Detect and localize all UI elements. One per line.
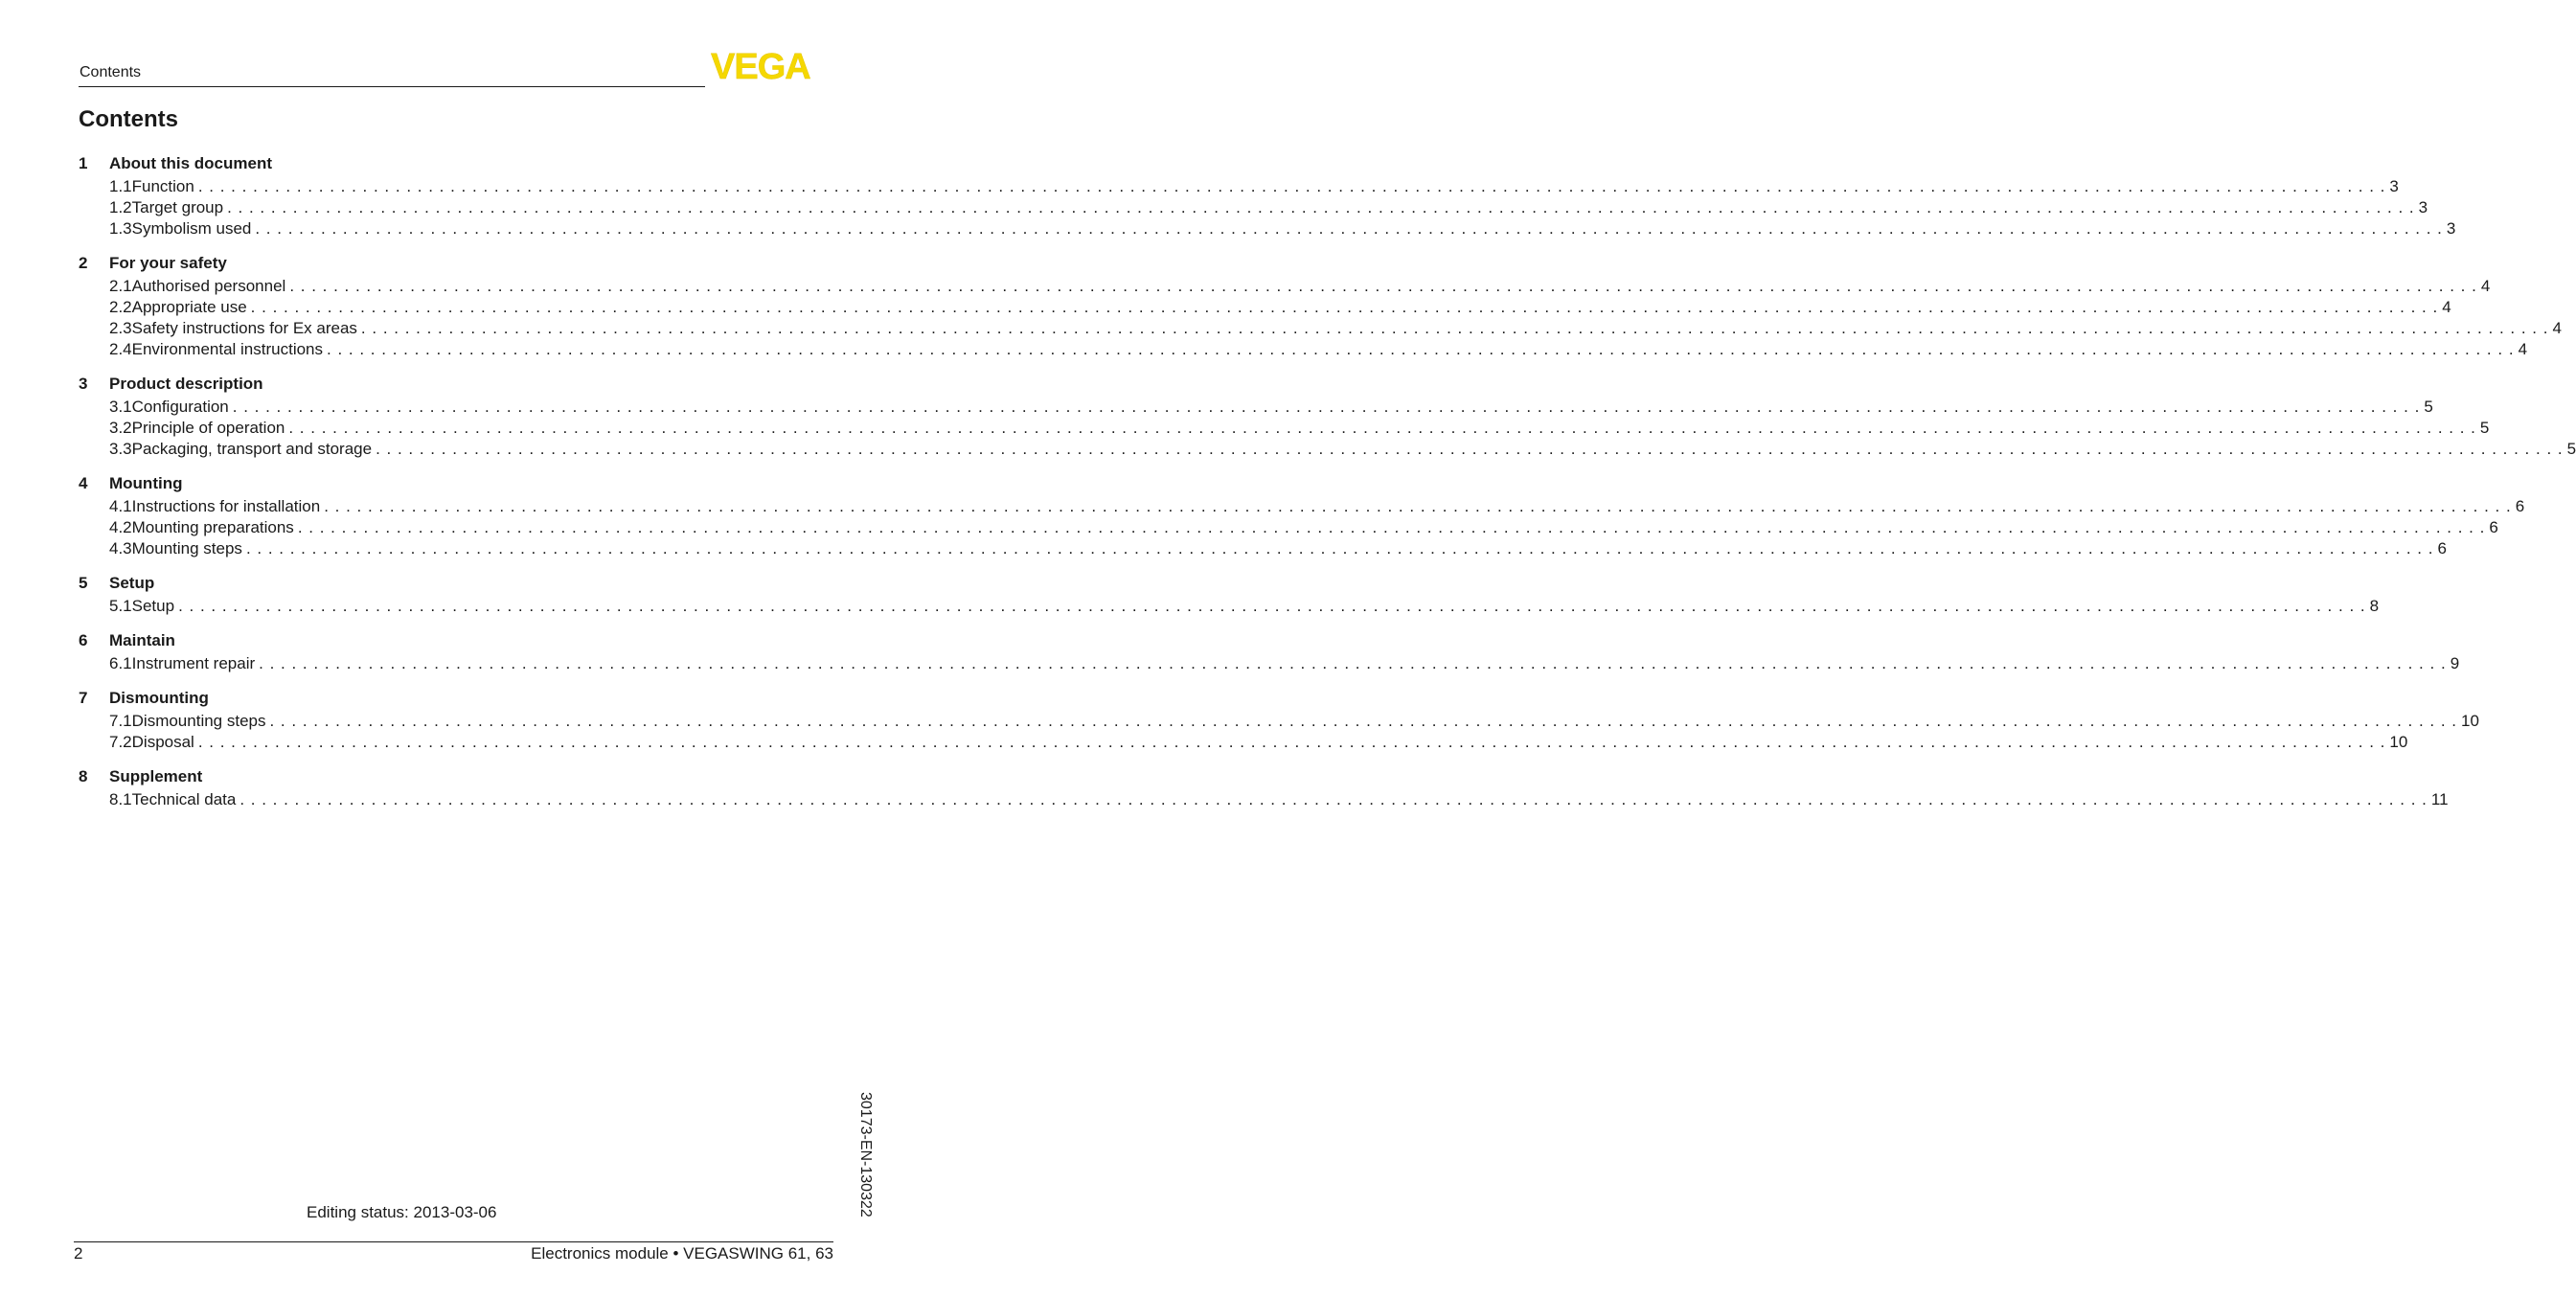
toc-section-heading[interactable] [79, 151, 837, 176]
toc-entry-page: 3 [2389, 177, 2399, 195]
toc-section [79, 372, 2576, 460]
footer-document-title: Electronics module • VEGASWING 61, 63 [531, 1244, 833, 1263]
toc-entry[interactable] [79, 276, 2491, 297]
toc-entry-page: 5 [2479, 419, 2490, 437]
toc-section-heading[interactable] [79, 251, 837, 276]
toc-entry-number: 3.2 [109, 419, 132, 437]
toc-section [79, 251, 2562, 360]
toc-leader-dots: . . . . . . . . . . . . . . . . . . . . . . . . . . . . . . . . . . . . . . . . . . . . . . . . . . . . . . . . . . . . . . . . . . . . . . . . . . . . . . . . . . . . . . . . . . . . . . . . . . . . . . . . . . . . . . . . . . . . . . . . . . . . . . . . . . . . . . . . . . . . . . . . . . . . . . . . . . . . . . . . . . . . . . . . . . . . . . . . . . . . . . . . . . . . . . . . . . . . . . . . [255, 219, 2443, 238]
toc-entry-number: 4.3 [109, 539, 132, 557]
toc-entry[interactable] [79, 297, 2451, 318]
toc-entry-title: Authorised personnel [131, 277, 286, 295]
toc-section [79, 686, 2479, 753]
toc-leader-dots: . . . . . . . . . . . . . . . . . . . . . . . . . . . . . . . . . . . . . . . . . . . . . . . . . . . . . . . . . . . . . . . . . . . . . . . . . . . . . . . . . . . . . . . . . . . . . . . . . . . . . . . . . . . . . . . . . . . . . . . . . . . . . . . . . . . . . . . . . . . . . . . . . . . . . . . . . . . . . . . . . . . . . . . . . . . . . . . . . . . . . . . . . . . . . . . . . . . . . . . . [327, 340, 2515, 358]
footer-page-number: 2 [74, 1244, 83, 1263]
toc-entry-number: 2.1 [109, 277, 132, 295]
toc-entry[interactable] [79, 197, 2428, 218]
toc-entry-number: 3.3 [109, 440, 132, 458]
toc-entry-title: Disposal [131, 733, 194, 751]
toc-leader-dots: . . . . . . . . . . . . . . . . . . . . . . . . . . . . . . . . . . . . . . . . . . . . . . . . . . . . . . . . . . . . . . . . . . . . . . . . . . . . . . . . . . . . . . . . . . . . . . . . . . . . . . . . . . . . . . . . . . . . . . . . . . . . . . . . . . . . . . . . . . . . . . . . . . . . . . . . . . . . . . . . . . . . . . . . . . . . . . . . . . . . . . . . . . . . . . . . . . . . . . . . [197, 733, 2386, 751]
toc-section-number: 8 [79, 767, 88, 785]
toc-entry-page: 6 [2437, 539, 2447, 557]
toc-entry-title: Principle of operation [131, 419, 285, 437]
table-of-contents [79, 151, 2576, 822]
toc-entry-number: 2.3 [109, 319, 132, 337]
toc-entry-number: 6.1 [109, 654, 132, 672]
toc-section-number: 2 [79, 254, 88, 272]
toc-entry-page: 8 [2369, 597, 2380, 615]
toc-leader-dots: . . . . . . . . . . . . . . . . . . . . . . . . . . . . . . . . . . . . . . . . . . . . . . . . . . . . . . . . . . . . . . . . . . . . . . . . . . . . . . . . . . . . . . . . . . . . . . . . . . . . . . . . . . . . . . . . . . . . . . . . . . . . . . . . . . . . . . . . . . . . . . . . . . . . . . . . . . . . . . . . . . . . . . . . . . . . . . . . . . . . . . . . . . . . . . . . . . . . . . . . [269, 712, 2458, 730]
toc-entry-number: 8.1 [109, 790, 132, 808]
toc-entry-title: Instrument repair [131, 654, 256, 672]
toc-section [79, 764, 2449, 810]
toc-entry-number: 1.2 [109, 198, 132, 216]
toc-entry-title: Configuration [131, 398, 229, 416]
toc-entry-title: Setup [131, 597, 175, 615]
toc-section-title: Mounting [109, 474, 183, 492]
toc-leader-dots: . . . . . . . . . . . . . . . . . . . . . . . . . . . . . . . . . . . . . . . . . . . . . . . . . . . . . . . . . . . . . . . . . . . . . . . . . . . . . . . . . . . . . . . . . . . . . . . . . . . . . . . . . . . . . . . . . . . . . . . . . . . . . . . . . . . . . . . . . . . . . . . . . . . . . . . . . . . . . . . . . . . . . . . . . . . . . . . . . . . . . . . . . . . . . . . . . . . . . . . . [232, 398, 2421, 416]
toc-entry-title: Technical data [131, 790, 237, 808]
toc-section [79, 471, 2525, 559]
toc-entry[interactable] [79, 538, 2447, 559]
toc-entry-page: 10 [2461, 712, 2479, 730]
toc-section-title: About this document [109, 154, 272, 172]
toc-section-heading[interactable] [79, 764, 837, 789]
toc-leader-dots: . . . . . . . . . . . . . . . . . . . . . . . . . . . . . . . . . . . . . . . . . . . . . . . . . . . . . . . . . . . . . . . . . . . . . . . . . . . . . . . . . . . . . . . . . . . . . . . . . . . . . . . . . . . . . . . . . . . . . . . . . . . . . . . . . . . . . . . . . . . . . . . . . . . . . . . . . . . . . . . . . . . . . . . . . . . . . . . . . . . . . . . . . . . . . . . . . . . . . . . . [250, 298, 2439, 316]
logo-text: VEGA [711, 47, 810, 87]
vega-logo [711, 47, 835, 87]
header-label: Contents [80, 64, 142, 80]
toc-entry-page: 9 [2450, 654, 2460, 672]
toc-entry-page: 6 [2489, 518, 2498, 536]
toc-section-title: Product description [109, 375, 263, 393]
toc-entry-number: 1.3 [109, 219, 132, 238]
toc-entry[interactable] [79, 653, 2460, 674]
toc-leader-dots: . . . . . . . . . . . . . . . . . . . . . . . . . . . . . . . . . . . . . . . . . . . . . . . . . . . . . . . . . . . . . . . . . . . . . . . . . . . . . . . . . . . . . . . . . . . . . . . . . . . . . . . . . . . . . . . . . . . . . . . . . . . . . . . . . . . . . . . . . . . . . . . . . . . . . . . . . . . . . . . . . . . . . . . . . . . . . . . . . . . . . . . . . . . . . . . . . . . . . . . . [324, 497, 2512, 515]
toc-section-number: 6 [79, 631, 88, 649]
toc-entry[interactable] [79, 517, 2498, 538]
toc-entry-number: 5.1 [109, 597, 132, 615]
toc-entry[interactable] [79, 789, 2449, 810]
toc-entry-number: 2.2 [109, 298, 132, 316]
toc-entry-number: 7.1 [109, 712, 132, 730]
toc-section-title: Supplement [109, 767, 203, 785]
toc-entry[interactable] [79, 318, 2562, 339]
toc-entry[interactable] [79, 596, 2380, 617]
toc-leader-dots: . . . . . . . . . . . . . . . . . . . . . . . . . . . . . . . . . . . . . . . . . . . . . . . . . . . . . . . . . . . . . . . . . . . . . . . . . . . . . . . . . . . . . . . . . . . . . . . . . . . . . . . . . . . . . . . . . . . . . . . . . . . . . . . . . . . . . . . . . . . . . . . . . . . . . . . . . . . . . . . . . . . . . . . . . . . . . . . . . . . . . . . . . . . . . . . . . . . . . . . . [288, 419, 2476, 437]
toc-section-heading[interactable] [79, 471, 837, 496]
toc-entry[interactable] [79, 496, 2525, 517]
toc-entry[interactable] [79, 397, 2433, 418]
toc-entry-title: Packaging, transport and storage [131, 440, 373, 458]
toc-entry-page: 3 [2446, 219, 2456, 238]
toc-entry-number: 7.2 [109, 733, 132, 751]
toc-leader-dots: . . . . . . . . . . . . . . . . . . . . . . . . . . . . . . . . . . . . . . . . . . . . . . . . . . . . . . . . . . . . . . . . . . . . . . . . . . . . . . . . . . . . . . . . . . . . . . . . . . . . . . . . . . . . . . . . . . . . . . . . . . . . . . . . . . . . . . . . . . . . . . . . . . . . . . . . . . . . . . . . . . . . . . . . . . . . . . . . . . . . . . . . . . . . . . . . . . . . . . . . [239, 790, 2428, 808]
toc-entry-title: Environmental instructions [131, 340, 324, 358]
toc-entry-page: 6 [2515, 497, 2525, 515]
toc-entry-number: 2.4 [109, 340, 132, 358]
toc-entry-title: Mounting preparations [131, 518, 294, 536]
header-rule [79, 86, 705, 87]
toc-leader-dots: . . . . . . . . . . . . . . . . . . . . . . . . . . . . . . . . . . . . . . . . . . . . . . . . . . . . . . . . . . . . . . . . . . . . . . . . . . . . . . . . . . . . . . . . . . . . . . . . . . . . . . . . . . . . . . . . . . . . . . . . . . . . . . . . . . . . . . . . . . . . . . . . . . . . . . . . . . . . . . . . . . . . . . . . . . . . . . . . . . . . . . . . . . . . . . . . . . . . . . . . [259, 654, 2447, 672]
toc-entry-page: 4 [2442, 298, 2451, 316]
toc-section-title: For your safety [109, 254, 227, 272]
toc-entry-page: 11 [2430, 790, 2449, 808]
toc-entry-page: 10 [2389, 733, 2408, 751]
toc-entry-title: Mounting steps [131, 539, 242, 557]
toc-entry[interactable] [79, 339, 2528, 360]
toc-entry-title: Target group [131, 198, 224, 216]
toc-entry-page: 5 [2566, 440, 2576, 458]
toc-entry[interactable] [79, 711, 2479, 732]
toc-section [79, 571, 2380, 617]
toc-entry-number: 1.1 [109, 177, 132, 195]
toc-entry-title: Dismounting steps [131, 712, 266, 730]
toc-section-number: 3 [79, 375, 88, 393]
toc-entry-title: Symbolism used [131, 219, 252, 238]
toc-entry-title: Appropriate use [131, 298, 247, 316]
toc-entry[interactable] [79, 418, 2490, 439]
toc-leader-dots: . . . . . . . . . . . . . . . . . . . . . . . . . . . . . . . . . . . . . . . . . . . . . . . . . . . . . . . . . . . . . . . . . . . . . . . . . . . . . . . . . . . . . . . . . . . . . . . . . . . . . . . . . . . . . . . . . . . . . . . . . . . . . . . . . . . . . . . . . . . . . . . . . . . . . . . . . . . . . . . . . . . . . . . . . . . . . . . . . . . . . . . . . . . . . . . . . . . . . . . . [360, 319, 2549, 337]
toc-entry-title: Safety instructions for Ex areas [131, 319, 357, 337]
toc-entry-number: 4.2 [109, 518, 132, 536]
toc-leader-dots: . . . . . . . . . . . . . . . . . . . . . . . . . . . . . . . . . . . . . . . . . . . . . . . . . . . . . . . . . . . . . . . . . . . . . . . . . . . . . . . . . . . . . . . . . . . . . . . . . . . . . . . . . . . . . . . . . . . . . . . . . . . . . . . . . . . . . . . . . . . . . . . . . . . . . . . . . . . . . . . . . . . . . . . . . . . . . . . . . . . . . . . . . . . . . . . . . . . . . . . . [227, 198, 2415, 216]
footer-rule [74, 1241, 833, 1242]
toc-section-number: 5 [79, 574, 88, 592]
toc-section-heading[interactable] [79, 372, 837, 397]
page-title: Contents [79, 106, 178, 132]
toc-leader-dots: . . . . . . . . . . . . . . . . . . . . . . . . . . . . . . . . . . . . . . . . . . . . . . . . . . . . . . . . . . . . . . . . . . . . . . . . . . . . . . . . . . . . . . . . . . . . . . . . . . . . . . . . . . . . . . . . . . . . . . . . . . . . . . . . . . . . . . . . . . . . . . . . . . . . . . . . . . . . . . . . . . . . . . . . . . . . . . . . . . . . . . . . . . . . . . . . . . . . . . . . [197, 177, 2386, 195]
toc-section-title: Maintain [109, 631, 175, 649]
toc-section-title: Dismounting [109, 689, 209, 707]
toc-leader-dots: . . . . . . . . . . . . . . . . . . . . . . . . . . . . . . . . . . . . . . . . . . . . . . . . . . . . . . . . . . . . . . . . . . . . . . . . . . . . . . . . . . . . . . . . . . . . . . . . . . . . . . . . . . . . . . . . . . . . . . . . . . . . . . . . . . . . . . . . . . . . . . . . . . . . . . . . . . . . . . . . . . . . . . . . . . . . . . . . . . . . . . . . . . . . . . . . . . . . . . . . [376, 440, 2564, 458]
toc-leader-dots: . . . . . . . . . . . . . . . . . . . . . . . . . . . . . . . . . . . . . . . . . . . . . . . . . . . . . . . . . . . . . . . . . . . . . . . . . . . . . . . . . . . . . . . . . . . . . . . . . . . . . . . . . . . . . . . . . . . . . . . . . . . . . . . . . . . . . . . . . . . . . . . . . . . . . . . . . . . . . . . . . . . . . . . . . . . . . . . . . . . . . . . . . . . . . . . . . . . . . . . . [245, 539, 2434, 557]
toc-section-number: 7 [79, 689, 88, 707]
toc-entry-page: 4 [2518, 340, 2528, 358]
toc-entry-number: 4.1 [109, 497, 132, 515]
toc-entry[interactable] [79, 176, 2399, 197]
document-id: 30173-EN-130322 [857, 1092, 874, 1217]
toc-entry[interactable] [79, 732, 2408, 753]
toc-entry-number: 3.1 [109, 398, 132, 416]
toc-entry-page: 4 [2552, 319, 2562, 337]
toc-section-title: Setup [109, 574, 155, 592]
toc-section-heading[interactable] [79, 686, 837, 711]
toc-section-heading[interactable] [79, 571, 837, 596]
toc-leader-dots: . . . . . . . . . . . . . . . . . . . . . . . . . . . . . . . . . . . . . . . . . . . . . . . . . . . . . . . . . . . . . . . . . . . . . . . . . . . . . . . . . . . . . . . . . . . . . . . . . . . . . . . . . . . . . . . . . . . . . . . . . . . . . . . . . . . . . . . . . . . . . . . . . . . . . . . . . . . . . . . . . . . . . . . . . . . . . . . . . . . . . . . . . . . . . . . . . . . . . . . . [297, 518, 2486, 536]
toc-section-heading[interactable] [79, 628, 837, 653]
toc-entry-title: Instructions for installation [131, 497, 321, 515]
toc-leader-dots: . . . . . . . . . . . . . . . . . . . . . . . . . . . . . . . . . . . . . . . . . . . . . . . . . . . . . . . . . . . . . . . . . . . . . . . . . . . . . . . . . . . . . . . . . . . . . . . . . . . . . . . . . . . . . . . . . . . . . . . . . . . . . . . . . . . . . . . . . . . . . . . . . . . . . . . . . . . . . . . . . . . . . . . . . . . . . . . . . . . . . . . . . . . . . . . . . . . . . . . . [289, 277, 2477, 295]
toc-entry-page: 5 [2424, 398, 2433, 416]
toc-section [79, 151, 2456, 239]
toc-entry[interactable] [79, 439, 2576, 460]
toc-section-number: 1 [79, 154, 88, 172]
editing-status: Editing status: 2013-03-06 [307, 1203, 497, 1221]
toc-section [79, 628, 2460, 674]
toc-leader-dots: . . . . . . . . . . . . . . . . . . . . . . . . . . . . . . . . . . . . . . . . . . . . . . . . . . . . . . . . . . . . . . . . . . . . . . . . . . . . . . . . . . . . . . . . . . . . . . . . . . . . . . . . . . . . . . . . . . . . . . . . . . . . . . . . . . . . . . . . . . . . . . . . . . . . . . . . . . . . . . . . . . . . . . . . . . . . . . . . . . . . . . . . . . . . . . . . . . . . . . . . [178, 597, 2366, 615]
toc-entry-page: 4 [2480, 277, 2491, 295]
toc-entry-title: Function [131, 177, 194, 195]
toc-entry[interactable] [79, 218, 2456, 239]
toc-section-number: 4 [79, 474, 88, 492]
toc-entry-page: 3 [2418, 198, 2428, 216]
